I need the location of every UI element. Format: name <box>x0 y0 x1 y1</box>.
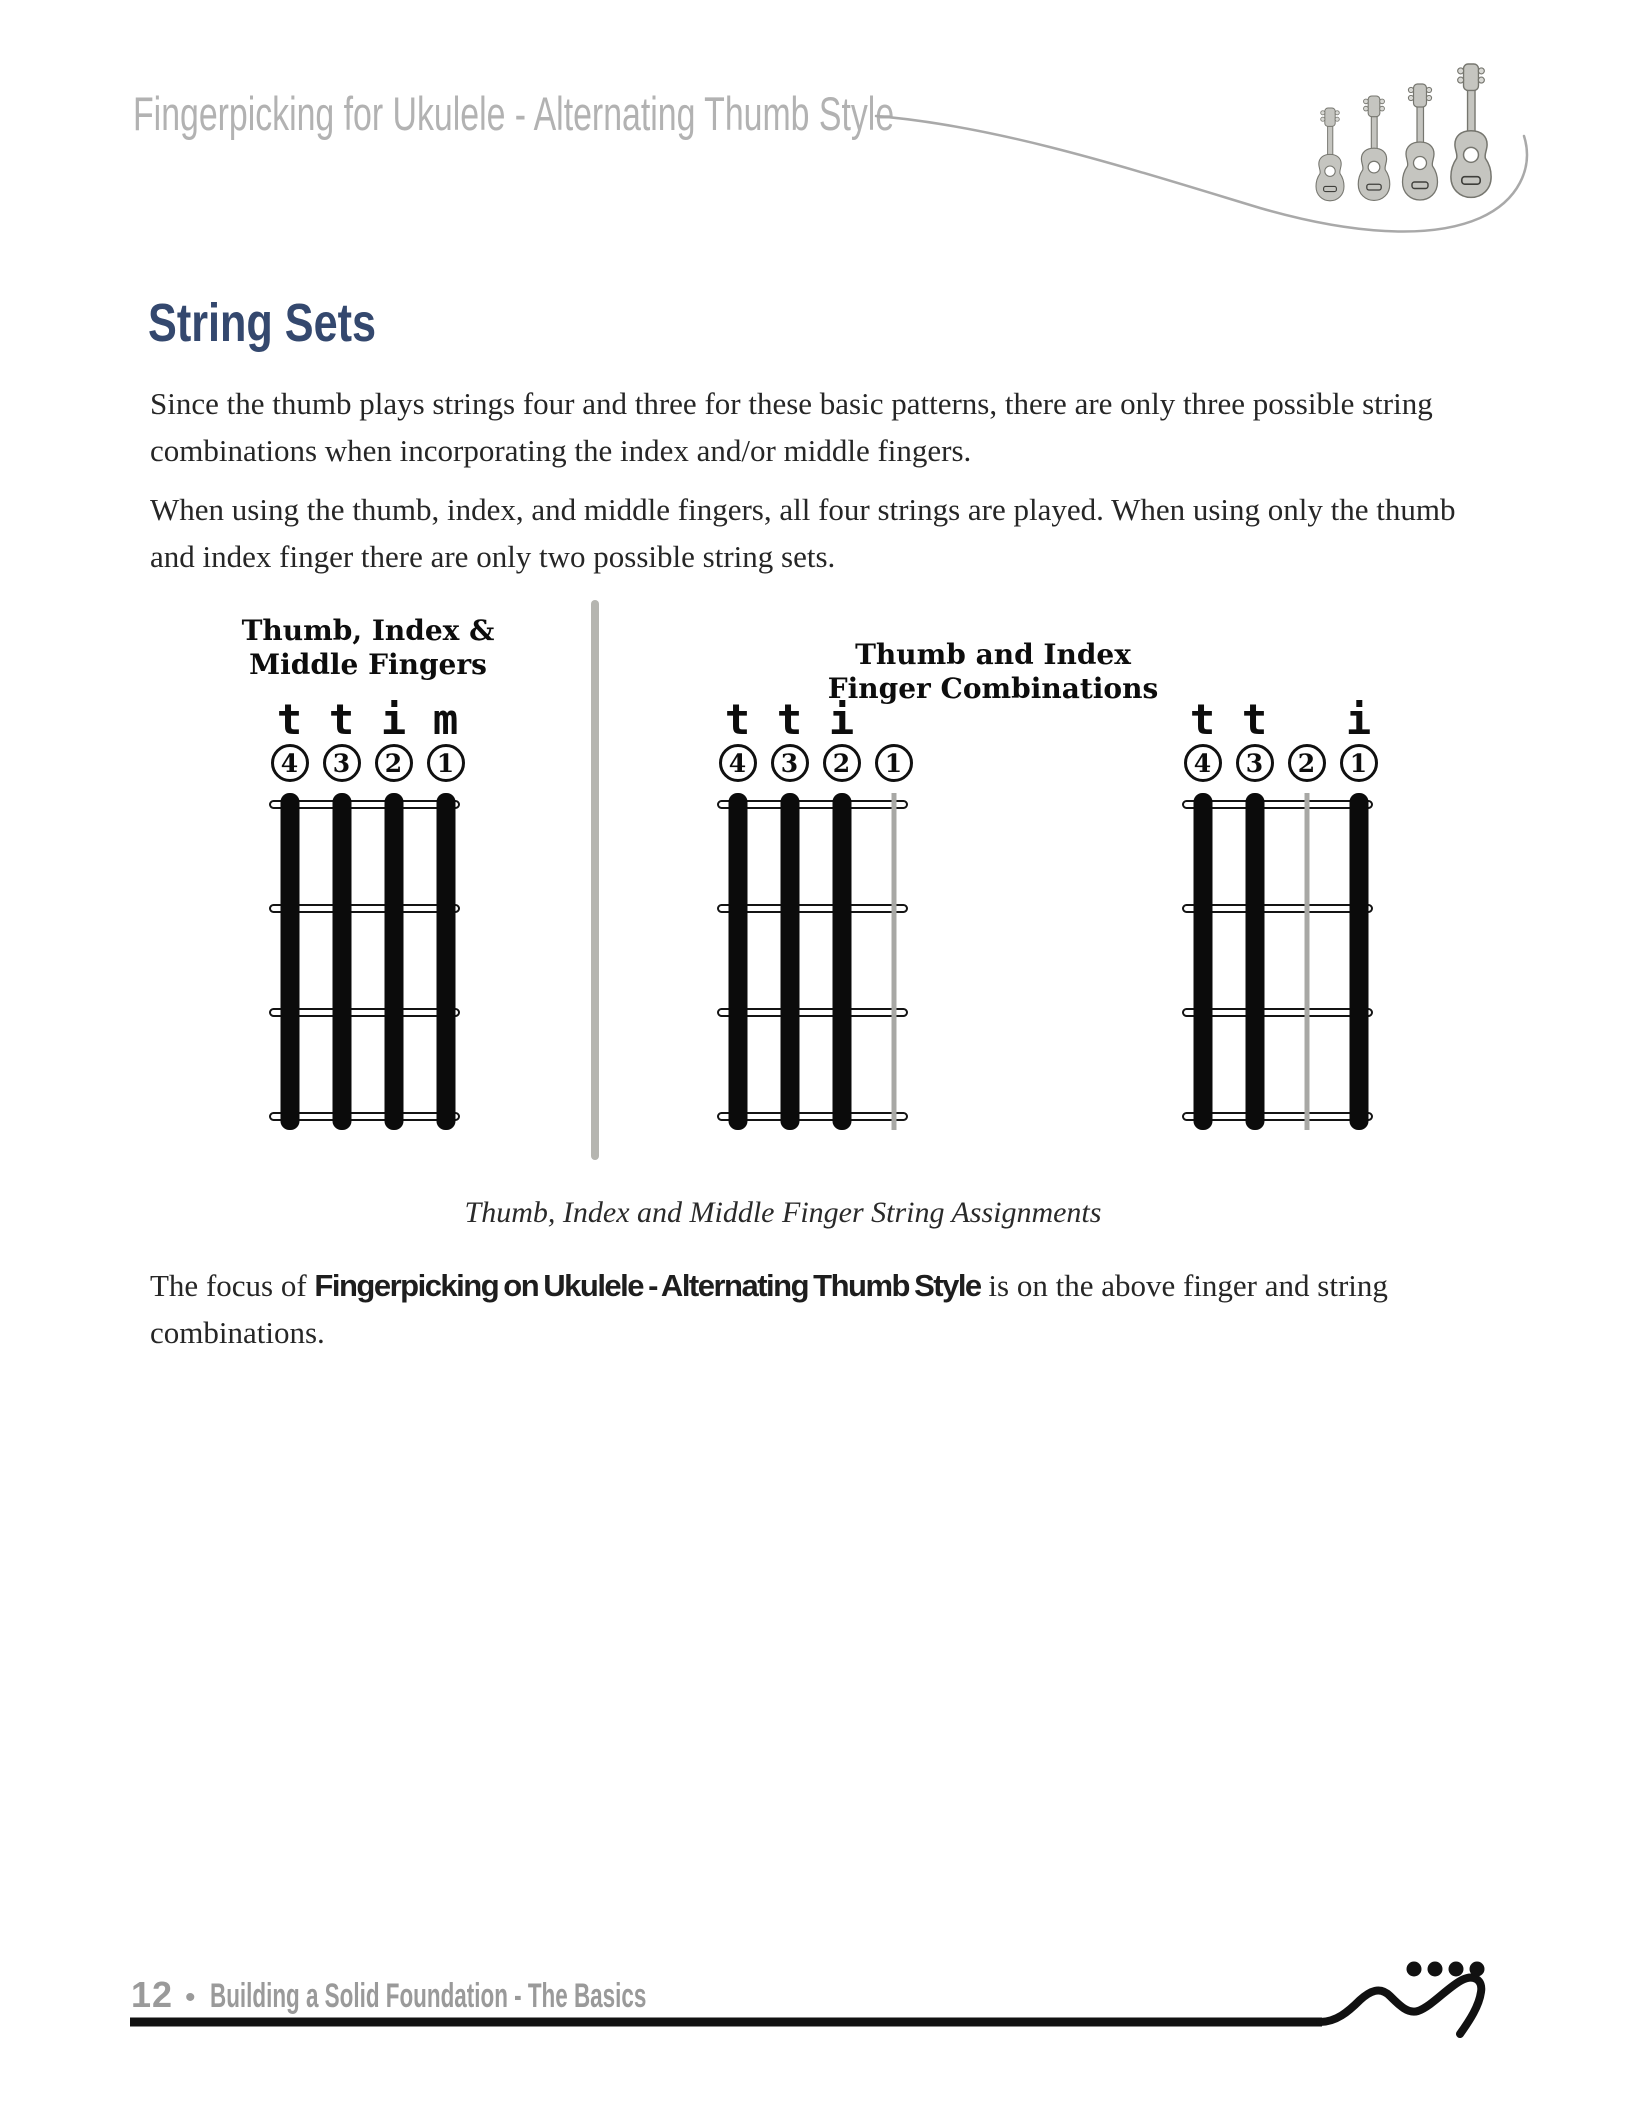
string-bar <box>1245 793 1264 1130</box>
string-bar <box>780 793 799 1130</box>
finger-label: i <box>380 695 407 744</box>
ukulele-icon <box>1403 84 1438 200</box>
string-bar <box>891 793 896 1130</box>
finger-label: t <box>328 695 355 744</box>
finger-label-row <box>724 692 903 744</box>
page-number: 12 <box>131 1974 174 2015</box>
figure-header-left <box>193 614 543 682</box>
running-header-title: Fingerpicking for Ukulele - Alternating Thumb Style <box>133 87 895 140</box>
footer-bullet: • <box>185 1981 196 2014</box>
string-bar <box>1349 793 1368 1130</box>
string-bar <box>832 793 851 1130</box>
string-bar <box>1304 793 1309 1130</box>
string-number-row <box>280 744 455 786</box>
finger-label-row <box>276 692 459 744</box>
figure-caption: Thumb, Index and Middle Finger String Assignments <box>464 1196 1102 1229</box>
ukulele-icon <box>1316 108 1344 201</box>
ukulele-icon <box>1358 96 1390 200</box>
string-number-badge: 2 <box>823 744 861 782</box>
string-set-diagram-tti-432 <box>724 692 903 1130</box>
string-bar <box>728 793 747 1130</box>
footer-dots <box>1407 1962 1485 1977</box>
focus-suffix: is on the above finger and string combinations. <box>150 1268 1388 1350</box>
figure-header-right-line2: Finger Combinations <box>827 672 1159 705</box>
ukulele-icon <box>1451 64 1491 197</box>
paragraph-string-sets-intro: Since the thumb plays strings four and three for these basic patterns, there are only three possible string combinations when incorporating the index and/or middle fingers. <box>150 386 1433 468</box>
fretboard <box>1193 793 1368 1130</box>
finger-label: t <box>724 695 751 744</box>
string-number-badge: 4 <box>719 744 757 782</box>
finger-label: t <box>776 695 803 744</box>
paragraph-focus <box>150 1262 1490 1356</box>
string-bar <box>384 793 403 1130</box>
footer-rule-and-squiggle-icon <box>130 1956 1502 2060</box>
finger-label: t <box>276 695 303 744</box>
string-number-row <box>728 744 903 786</box>
ukulele-icons <box>1306 40 1516 212</box>
string-number-badge: 1 <box>427 744 465 782</box>
string-sets-figure <box>133 600 1503 1165</box>
guitar-squiggle-icon <box>1320 1978 1481 2034</box>
finger-label-row <box>1189 692 1372 744</box>
finger-label: i <box>1345 695 1372 744</box>
figure-header-left-line2: Middle Fingers <box>249 648 487 681</box>
page-title: String Sets <box>148 293 377 353</box>
book-title: Fingerpicking on Ukulele - Alternating Thumb Style <box>314 1268 981 1303</box>
string-bar <box>1193 793 1212 1130</box>
finger-label: m <box>432 695 459 744</box>
finger-label: i <box>828 695 855 744</box>
finger-label: t <box>1189 695 1216 744</box>
figure-header-right-line1: Thumb and Index <box>855 638 1131 671</box>
figure-divider <box>591 600 599 1160</box>
figure-header-left-line1: Thumb, Index & <box>241 614 495 647</box>
string-number-badge: 2 <box>375 744 413 782</box>
string-number-badge: 3 <box>771 744 809 782</box>
focus-prefix: The focus of <box>150 1268 315 1303</box>
finger-label: t <box>1241 695 1268 744</box>
string-number-badge: 3 <box>323 744 361 782</box>
string-bar <box>436 793 455 1130</box>
footer-section-title: Building a Solid Foundation - The Basics <box>209 1977 646 2015</box>
fretboard <box>280 793 455 1130</box>
string-set-diagram-ttim <box>276 692 459 1130</box>
string-number-row <box>1193 744 1368 786</box>
string-bar <box>332 793 351 1130</box>
string-number-badge: 2 <box>1288 744 1326 782</box>
string-number-badge: 4 <box>1184 744 1222 782</box>
string-number-badge: 1 <box>1340 744 1378 782</box>
paragraph-finger-combos: When using the thumb, index, and middle fingers, all four strings are played. When using only the thumb and index finger there are only two possible string sets. <box>150 492 1456 574</box>
string-number-badge: 1 <box>875 744 913 782</box>
string-bar <box>280 793 299 1130</box>
string-number-badge: 4 <box>271 744 309 782</box>
string-number-badge: 3 <box>1236 744 1274 782</box>
fretboard <box>728 793 903 1130</box>
string-set-diagram-tti-431 <box>1189 692 1372 1130</box>
